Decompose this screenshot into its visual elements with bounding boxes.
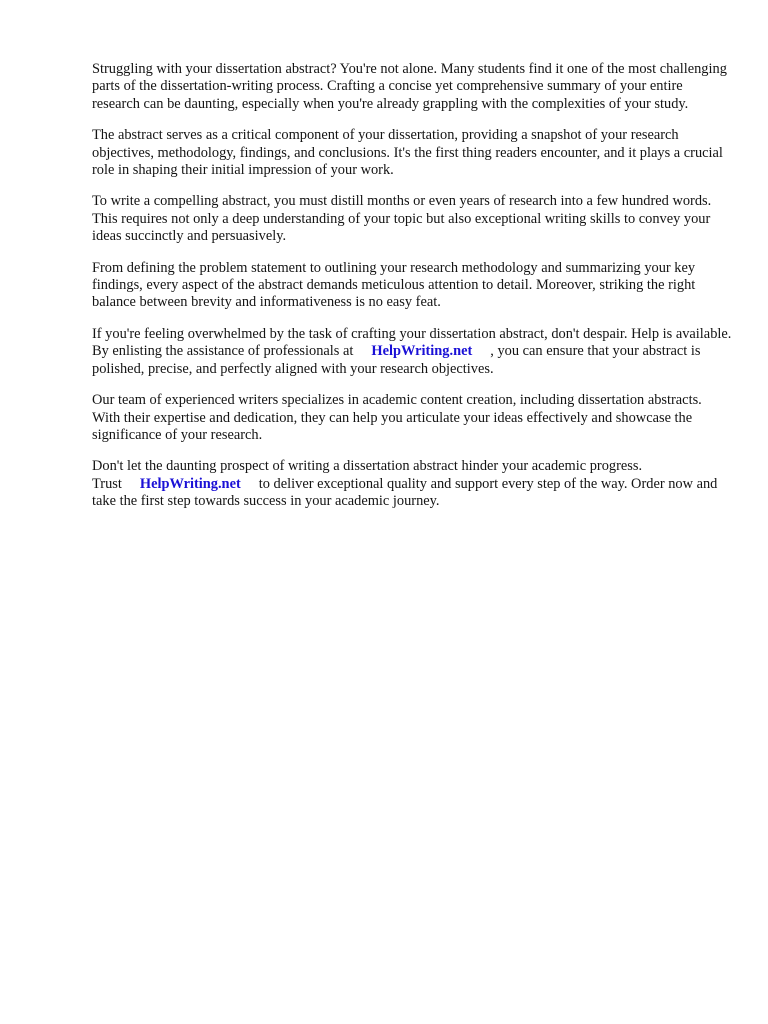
helpwriting-link-cta[interactable]: HelpWriting.net xyxy=(139,475,241,492)
paragraph-intro: Struggling with your dissertation abstract? You're not alone. Many students find it one of the most challenging parts of the dissertation-writing process. Crafting a concise yet comprehensive summary of your entire research can be daunting, especially when you're already grappling with the complexities of your study. xyxy=(92,61,727,112)
paragraph-help-text-before: If you're feeling overwhelmed by the task of crafting your dissertation abstract, don't despair. Help is available. By enlisting the assistance of professionals at xyxy=(92,325,732,360)
paragraph-compelling-abstract: To write a compelling abstract, you must distill months or even years of research into a few hundred words. This requires not only a deep understanding of your topic but also exceptional writing skills to convey your ideas succinctly and persuasively. xyxy=(92,193,712,245)
paragraph-team: Our team of experienced writers specializes in academic content creation, including dissertation abstracts. With their expertise and dedication, they can help you articulate your ideas effectively and showcase the significance of your research. xyxy=(92,392,702,443)
paragraph-cta-text-after: to deliver exceptional quality and support every step of the way. Order now and take the first step towards success in your academic journey. xyxy=(92,475,718,510)
helpwriting-link[interactable]: HelpWriting.net xyxy=(371,343,473,360)
document-body xyxy=(92,61,732,511)
paragraph-cta-line1: Don't let the daunting prospect of writing a dissertation abstract hinder your academic progress. xyxy=(92,458,643,475)
paragraph-key-findings: From defining the problem statement to outlining your research methodology and summarizing your key findings, every aspect of the abstract demands meticulous attention to detail. Moreover, striking the right balance between brevity and informativeness is no easy feat. xyxy=(92,259,696,311)
paragraph-help-available xyxy=(92,326,732,378)
paragraph-call-to-action xyxy=(92,458,732,510)
paragraph-help-text-after: , you can ensure that your abstract is polished, precise, and perfectly aligned with your research objectives. xyxy=(92,343,701,377)
paragraph-cta-trust: Trust xyxy=(92,475,122,492)
paragraph-abstract-role: The abstract serves as a critical component of your dissertation, providing a snapshot of your research objectives, methodology, findings, and conclusions. It's the first thing readers encounter, and it plays a crucial role in shaping their initial impression of your work. xyxy=(92,127,723,179)
